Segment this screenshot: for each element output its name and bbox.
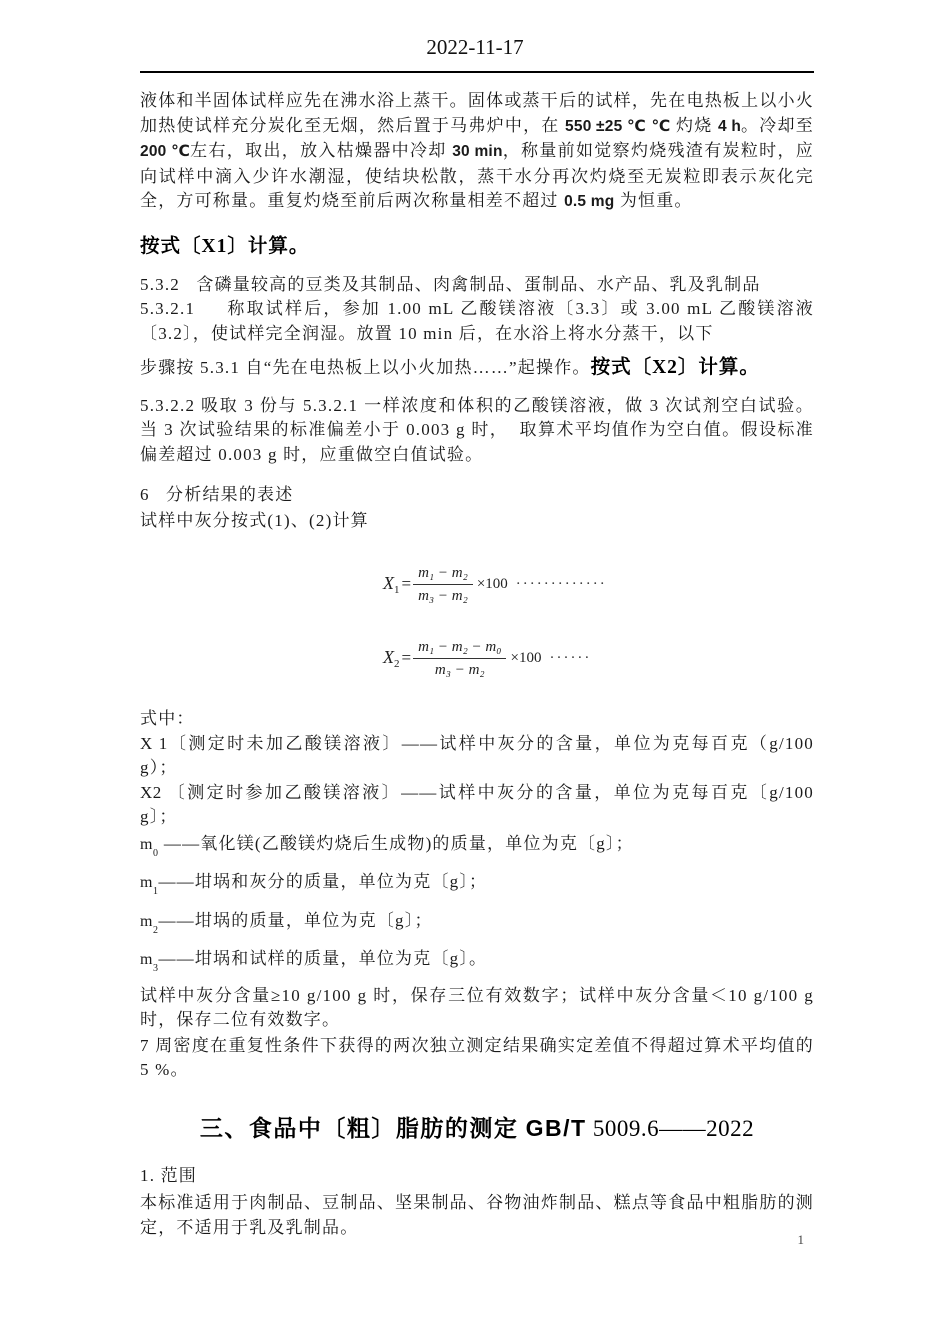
symbols-lead: 式中：: [140, 709, 195, 728]
variable-base: X: [383, 646, 394, 667]
formula-variable: [383, 647, 400, 670]
symbol-name: [140, 872, 159, 897]
bold-value: 30 min: [452, 143, 503, 160]
bold-value: 0.5 mg: [564, 193, 615, 210]
symbol-description: ——坩埚和试样的质量，单位为克〔g〕。: [158, 949, 488, 968]
formula-variable: [383, 573, 400, 596]
symbol-subscript: 1: [152, 886, 159, 897]
heading-chinese: 三、食品中〔粗〕脂肪的测定: [199, 1115, 526, 1141]
dot-leaders: ·············: [515, 575, 607, 592]
equals-sign: =: [401, 574, 412, 593]
bold-value: 550 ±25 ℃: [565, 117, 646, 135]
standard-code-bold: GB/T: [525, 1114, 587, 1141]
symbol-base: m: [140, 874, 153, 891]
equals-sign: =: [401, 648, 412, 667]
symbol-item-m1: [140, 868, 814, 907]
dot-leaders: ······: [549, 649, 592, 666]
header-date: 2022-11-17: [426, 35, 524, 59]
symbol-item-m0: [140, 830, 814, 869]
symbol-description: ——坩埚和灰分的质量，单位为克〔g〕；: [158, 872, 488, 891]
formula-x1-equation: [383, 553, 607, 615]
standard-code-number: 5009.6——2022: [586, 1115, 755, 1141]
symbol-name: [140, 949, 159, 974]
variable-subscript: 2: [394, 657, 400, 670]
fraction-denominator: m₃ − m₂: [434, 661, 485, 678]
fraction-numerator: m₁ − m₂: [413, 564, 473, 585]
scope-text: 本标准适用于肉制品、豆制品、坚果制品、谷物油炸制品、糕点等食品中粗脂肪的测定，不适用于乳及乳制品。: [140, 1193, 814, 1237]
text-run: 为恒重。: [614, 191, 693, 210]
formula-x2-equation: [383, 627, 591, 689]
symbol-name: X2: [140, 782, 168, 802]
doc-header: [0, 0, 950, 73]
variable-subscript: 1: [394, 583, 400, 596]
paragraph-5-3-2: 5.3.2 含磷量较高的豆类及其制品、肉禽制品、蛋制品、水产品、乳及乳制品: [140, 274, 761, 294]
paragraph-5-3-2-1: 5.3.2.1 称取试样后，参加 1.00 mL 乙酸镁溶液〔3.3〕或 3.00 mL 乙酸镁溶液〔3.2〕，使试样完全润湿。放置 10 min 后，在水浴上将水分蒸干，以下: [140, 299, 814, 343]
fraction-denominator: m₃ − m₂: [418, 587, 468, 604]
symbol-description: ——坩埚的质量，单位为克〔g〕；: [158, 910, 433, 930]
symbol-base: m: [140, 835, 153, 853]
fraction: [413, 638, 506, 679]
text-run: 灼烧: [670, 115, 718, 135]
symbol-name: [140, 911, 159, 936]
symbol-item-x1: [140, 732, 814, 781]
paragraph-significant-digits: 试样中灰分含量≥10 g/100 g 时，保存三位有效数字；试样中灰分含量＜10 g/100 g 时，保存二位有效数字。: [140, 985, 814, 1029]
text-run: ，称量前如觉察灼烧残渣有炭粒时，应向试样中滴入少许水潮湿，使结块松散，蒸干水分再次灼烧至无炭粒即表示灰化完全，方可称量。重复灼烧至前后两次称量相差不超过: [140, 141, 814, 210]
text-run: 液体和半固体试样应先在沸水浴上蒸干。固体或蒸干后的试样，先在电热板上以小火加热使试样充分炭化至无烟，然后置于马弗炉中，在: [140, 91, 814, 135]
paragraph-ashing-procedure: [140, 89, 814, 215]
section6-intro: 试样中灰分按式(1)、(2)计算: [140, 510, 369, 530]
page-number: 1: [797, 1232, 804, 1247]
symbol-item-x2: [140, 781, 814, 830]
symbol-subscript: 2: [152, 924, 159, 936]
symbol-name: X 1: [140, 733, 168, 753]
text-run: 左右，取出，放入枯燥器中冷却: [190, 141, 453, 160]
heading-formula-x2: 按式〔X2〕计算。: [590, 357, 760, 378]
symbol-base: m: [140, 912, 153, 930]
symbol-description: ——氧化镁(乙酸镁灼烧后生成物)的质量，单位为克〔g〕；: [158, 833, 634, 853]
symbol-subscript: 0: [152, 847, 159, 859]
symbol-name: [140, 834, 159, 859]
doc-body: [0, 73, 950, 1240]
fraction-numerator: m₁ − m₂ − m₀: [413, 638, 506, 659]
scope-title: 1. 范围: [140, 1165, 197, 1185]
bold-value: 200 ℃: [140, 143, 191, 160]
paragraph-steps: [140, 356, 814, 381]
text-run: 。冷却至: [741, 115, 814, 135]
text-run: 步骤按 5.3.1 自“先在电热板上以小火加热……”起操作。: [140, 358, 591, 377]
symbol-subscript: 3: [152, 963, 159, 974]
symbol-description: 〔测定时未加乙酸镁溶液〕——试样中灰分的含量，单位为克每百克（g/100 g）；: [140, 733, 814, 777]
paragraph-5-3-2-2: 5.3.2.2 吸取 3 份与 5.3.2.1 一样浓度和体积的乙酸镁溶液，做 3 次试剂空白试验。当 3 次试验结果的标准偏差小于 0.003 g 时， 取算术平均值作为空白值。假设标准偏差超过 0.003 g 时，应重做空白值试验。: [140, 395, 814, 464]
symbol-base: m: [140, 951, 153, 968]
multiplier: ×100: [476, 575, 508, 592]
section6-title: 6 分析结果的表述: [140, 485, 294, 504]
bold-value: 4 h: [717, 117, 741, 135]
paragraph-precision: 7 周密度在重复性条件下获得的两次独立测定结果确实定差值不得超过算术平均值的 5 %。: [140, 1035, 814, 1079]
symbol-description: 〔测定时参加乙酸镁溶液〕——试样中灰分的含量，单位为克每百克〔g/100 g〕；: [140, 782, 815, 826]
heading-formula-x1: 按式〔X1〕计算。: [140, 235, 310, 257]
section3-heading: [140, 1110, 814, 1143]
bold-value: ℃: [651, 117, 671, 135]
symbol-item-m2: [140, 907, 814, 946]
fraction: [413, 564, 473, 605]
symbol-item-m3: [140, 945, 814, 984]
variable-base: X: [383, 572, 394, 593]
multiplier: ×100: [510, 649, 542, 666]
